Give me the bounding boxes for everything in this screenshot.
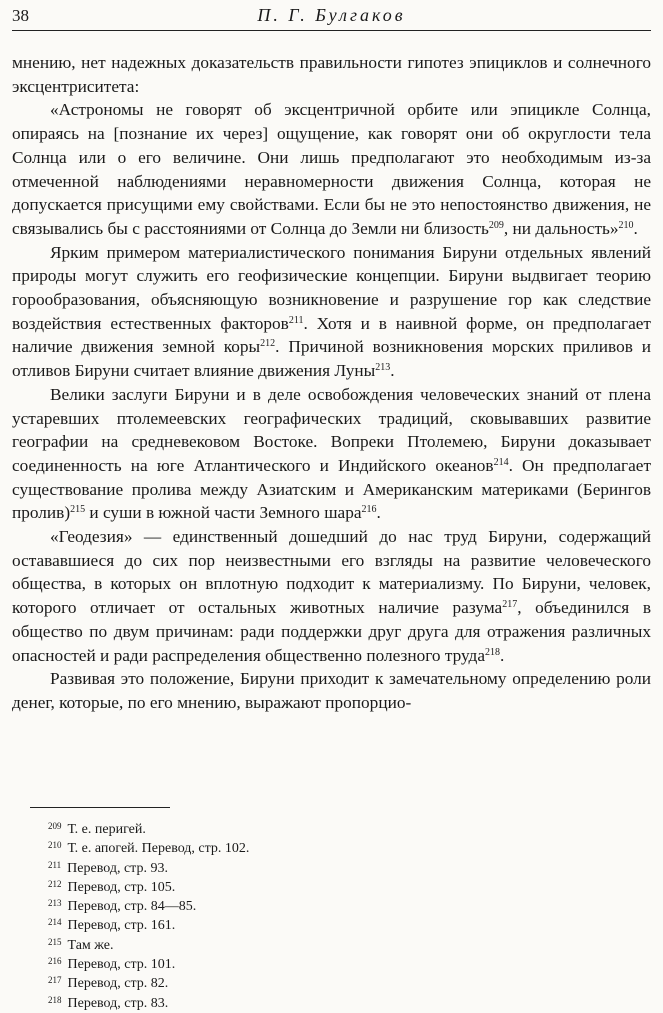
- footnote-number: 214: [48, 917, 62, 928]
- text-run: мнению, нет надежных доказательств правильности гипотез эпициклов и солнечного эксцентриситета:: [12, 53, 651, 96]
- footnote-text: Перевод, стр. 82.: [67, 976, 169, 992]
- footnote-ref: 218: [485, 646, 501, 658]
- text-run: , ни дальность»: [503, 218, 619, 238]
- page-number: 38: [12, 6, 29, 25]
- running-title: П. Г. Булгаков: [257, 5, 406, 25]
- paragraph: [12, 525, 651, 667]
- footnote-ref: 209: [488, 219, 504, 231]
- footnote: [48, 916, 651, 935]
- footnote-number: 215: [48, 936, 62, 947]
- footnote: [48, 839, 651, 858]
- footnote: [48, 878, 651, 897]
- footnote: [48, 859, 651, 878]
- footnote-ref: 216: [361, 504, 377, 516]
- text-run: .: [390, 361, 395, 381]
- paragraph: [12, 51, 651, 98]
- main-text: [12, 51, 651, 715]
- footnote-number: 211: [48, 859, 62, 870]
- page-header: [12, 4, 651, 31]
- footnote-text: Т. е. апогей. Перевод, стр. 102.: [67, 841, 250, 857]
- footnote: [48, 897, 651, 916]
- footnote-text: Перевод, стр. 105.: [67, 879, 176, 895]
- text-run: Ярким примером материалистического понимания Бируни отдельных явлений природы могут служить его геофизические концепции. Бируни выдвигает теорию горообразования, объясняющую возникновение и разрушение гор как следствие воздействия естественных факторов: [12, 242, 651, 333]
- text-run: Велики заслуги Бируни и в деле освобождения человеческих знаний от плена устаревших птолемеевских географических традиций, сковывавших развитие географии на средневековом Востоке. Вопреки Птолемею, Бируни доказывает соединенность на юге Атлантического и Индийского океанов: [12, 384, 651, 475]
- text-run: «Геодезия» — единственный дошедший до нас труд Бируни, содержащий остававшиеся до сих пор неизвестными его взгляды на развитие человеческого общества, в которых он вплотную подходит к материализму. По Бируни, человек, которого отличает от остальных животных наличие разума: [12, 527, 651, 618]
- footnote-number: 209: [48, 821, 62, 831]
- footnote-ref: 210: [618, 219, 634, 231]
- paragraph: [12, 241, 651, 383]
- text-run: .: [376, 503, 381, 523]
- footnote-text: Там же.: [67, 937, 114, 953]
- footnote: [48, 820, 651, 839]
- text-run: . Он предполагает существование пролива между Азиатским и Американским материками (Берингов пролив): [12, 455, 652, 523]
- footnote-text: Т. е. перигей.: [67, 822, 146, 837]
- footnote: [48, 994, 651, 1013]
- footnotes: [48, 820, 651, 1013]
- footnote-text: Перевод, стр. 93.: [67, 860, 168, 876]
- footnote-text: Перевод, стр. 83.: [67, 995, 169, 1011]
- footnote-number: 218: [48, 994, 62, 1005]
- text-run: .: [500, 645, 505, 665]
- footnote-number: 217: [48, 975, 62, 986]
- footnote-ref: 212: [260, 338, 276, 350]
- footnote: [48, 955, 651, 974]
- text-run: .: [633, 218, 638, 238]
- paragraph: [12, 383, 651, 525]
- paragraph: [12, 667, 651, 714]
- footnote-divider: [30, 807, 170, 808]
- text-run: . Причиной возникновения морских приливов и отливов Бируни считает влияние движения Луны: [12, 337, 651, 381]
- text-run: и суши в южной части Земного шара: [85, 503, 362, 523]
- footnote-ref: 213: [375, 362, 391, 374]
- footnote-number: 216: [48, 956, 62, 967]
- text-run: . Хотя и в наивной форме, он предполагает наличие движения земной коры: [12, 313, 651, 357]
- footnote-ref: 214: [493, 456, 509, 468]
- text-run: Развивая это положение, Бируни приходит к замечательному определению роли денег, которые, по его мнению, выражают пропорцио-: [12, 669, 651, 712]
- footnote: [48, 936, 651, 955]
- footnote: [48, 974, 651, 993]
- footnote-ref: 211: [288, 314, 304, 326]
- footnote-text: Перевод, стр. 84—85.: [67, 899, 197, 915]
- paragraph: [12, 98, 651, 240]
- footnote-ref: 215: [70, 504, 86, 516]
- footnote-text: Перевод, стр. 161.: [67, 918, 176, 934]
- footnote-number: 213: [48, 898, 62, 909]
- footnote-number: 212: [48, 878, 62, 889]
- footnote-number: 210: [48, 840, 62, 851]
- footnote-ref: 217: [502, 599, 518, 611]
- text-run: «Астрономы не говорят об эксцентричной орбите или эпицикле Солнца, опираясь на [познание их через] ощущение, как говорят они об округлости тела Солнца или о его величине. Они лишь предполагают это необходимым из-за отмеченной наблюдениями неравномерности движения Солнца, которая не допускается присущими ему свойствами. Если бы не это непостоянство движения, не связывались бы с расстояниями от Солнца до Земли ни близость: [12, 100, 651, 238]
- text-run: , объединился в общество по двум причинам: ради поддержки друг друга для отражения различных опасностей и ради распределения общественно полезного труда: [12, 598, 651, 665]
- footnote-text: Перевод, стр. 101.: [67, 957, 176, 973]
